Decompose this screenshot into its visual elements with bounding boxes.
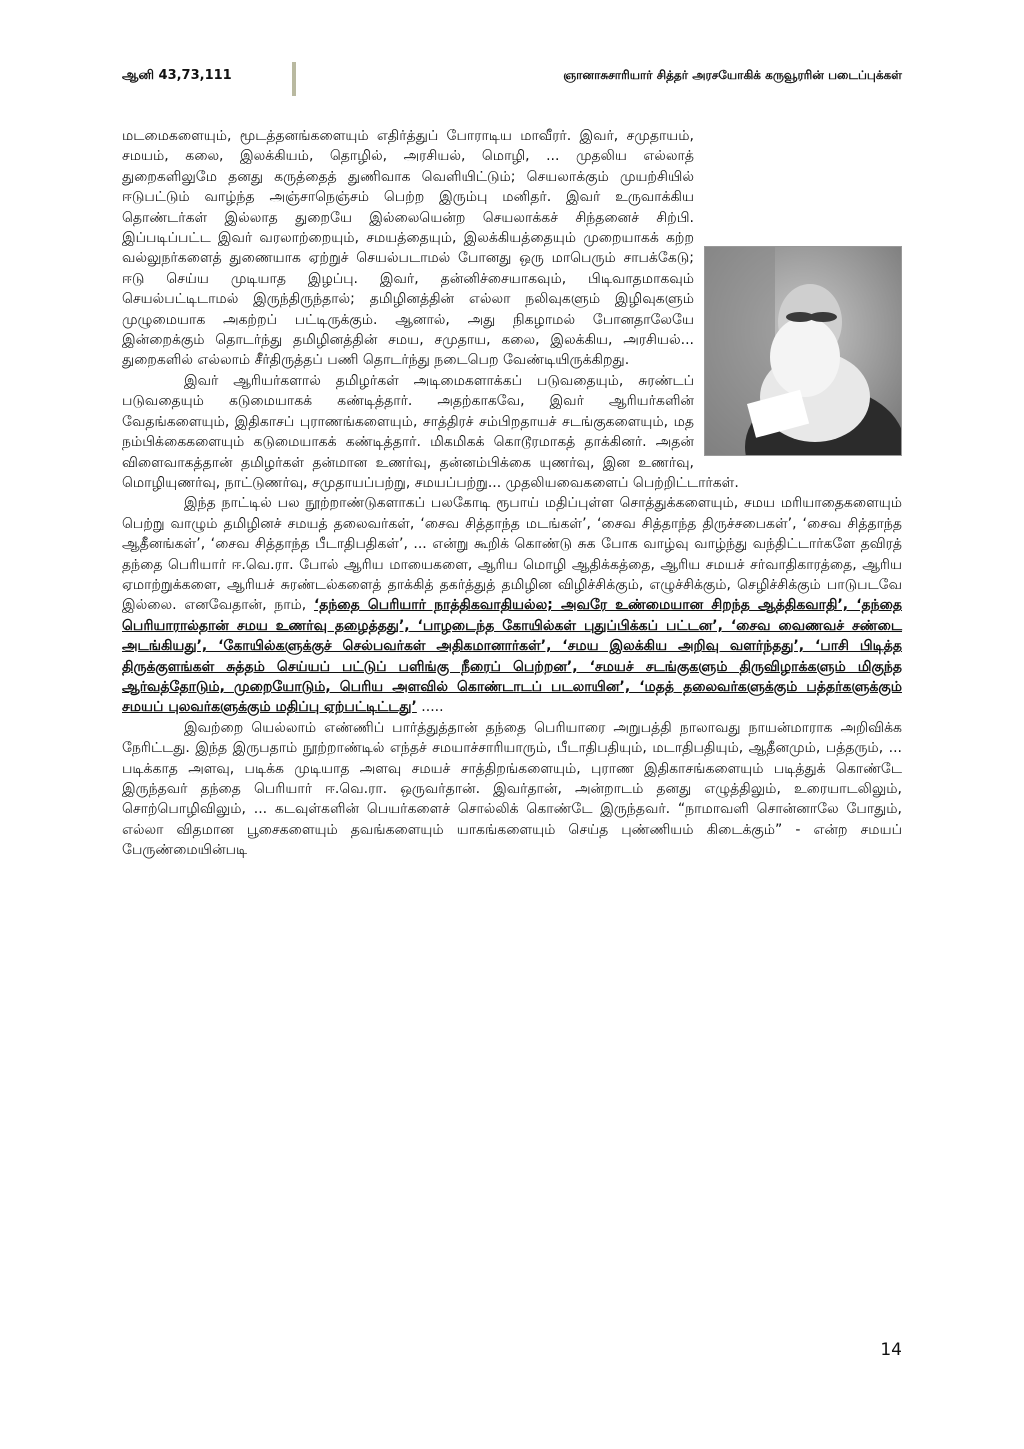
paragraph-4: இவற்றை யெல்லாம் எண்ணிப் பார்த்துத்தான் தந்தை பெரியாரை அறுபத்தி நாலாவது நாயன்மாராக அறிவிக்க நேரிட்டது. இந்த இருபதாம் நூற்றாண்டில் எந்தச் சமயாச்சாரியாரும், பீடாதிபதியும், மடாதிபதியும், ஆதீனமும், பத்தரும், ... படிக்காத அளவு, படிக்க முடியாத அளவு சமயச் சாத்திறங்களையும், புராண இதிகாசங்களையும் படித்துக் கொண்டே இருந்தவர் தந்தை பெரியார் ஈ.வெ.ரா. ஒருவர்தான். இவர்தான், அன்றாடம் தனது எழுத்திலும், உரையாடலிலும், சொற்பொழிவிலும், ... கடவுள்களின் பெயர்களைச் சொல்லிக் கொண்டே இருந்தவர். “நாமாவளி சொன்னாலே போதும், எல்லா விதமான பூசைகளையும் தவங்களையும் யாகங்களையும் செய்த புண்ணியம் கிடைக்கும்” - என்ற சமயப் பேருண்மையின்படி (122, 719, 902, 859)
paragraph-3 (122, 493, 902, 717)
header-title: ஞானாசுசாரியார் சித்தர் அரசயோகிக் கருவூரரின் படைப்புக்கள் (563, 68, 902, 82)
page-header (122, 62, 902, 96)
header-issue: ஆனி 43,73,111 (122, 68, 232, 83)
paragraph-1: மடமைகளையும், மூடத்தனங்களையும் எதிர்த்துப் போராடிய மாவீரர். இவர், சமுதாயம், சமயம், கலை, இலக்கியம், தொழில், அரசியல், மொழி, ... முதலிய எல்லாத் துறைகளிலுமே தனது கருத்தைத் துணிவாக வெளியிட்டும்; செயலாக்கும் முயற்சியில் ஈடுபட்டும் வாழ்ந்த அஞ்சாநெஞ்சம் பெற்ற இரும்பு மனிதர். இவர் உருவாக்கிய தொண்டர்கள் இல்லாத துறையே இல்லையென்ற செயலாக்கச் சிந்தனைச் சிற்பி. இப்படிப்பட்ட இவர் வரலாற்றையும், சமயத்தையும், இலக்கியத்தையும் முறையாகக் கற்ற வல்லுநர்களைத் துணையாக ஏற்றுச் செயல்படாமல் போனது ஒரு மாபெரும் சாபக்கேடு; ஈடு செய்ய முடியாத இழப்பு. இவர், தன்னிச்சையாகவும், பிடிவாதமாகவும் செயல்பட்டிடாமல் இருந்திருந்தால்; தமிழினத்தின் எல்லா நலிவுகளும் இழிவுகளும் முழுமையாக அகற்றப் பட்டிருக்கும். ஆனால், அது நிகழாமல் போனதாலேயே இன்றைக்கும் தொடர்ந்து தமிழினத்தின் சமய, சமுதாய, கலை, இலக்கிய, அரசியல்... துறைகளில் எல்லாம் சீர்திருத்தப் பணி தொடர்ந்து நடைபெற வேண்டியிருக்கிறது. (122, 128, 694, 369)
page-number: 14 (880, 1340, 902, 1360)
page-body (122, 126, 902, 861)
paragraph-3-underlined-quotes: ‘தந்தை பெரியார் நாத்திகவாதியல்ல; அவரே உண்மையான சிறந்த ஆத்திகவாதி’, ‘தந்தை பெரியாரால்தான் சமய உணர்வு தழைத்தது’, ‘பாழடைந்த கோயில்கள் புதுப்பிக்கப் பட்டன’, ‘சைவ வைணவச் சண்டை அடங்கியது’, ‘கோயில்களுக்குச் செல்பவர்கள் அதிகமானார்கள்’, ‘சமய இலக்கிய அறிவு வளர்ந்தது’, ‘பாசி பிடித்த திருக்குளங்கள் சுத்தம் செய்யப் பட்டுப் பளிங்கு நீரைப் பெற்றன’, ‘சமயச் சடங்குகளும் திருவிழாக்களும் மிகுந்த ஆர்வத்தோடும், முறையோடும், பெரிய அளவில் கொண்டாடப் படலாயின’, ‘மதத் தலைவர்களுக்கும் பத்தர்களுக்கும் சமயப் புலவர்களுக்கும் மதிப்பு ஏற்பட்டிட்டது’ (122, 597, 903, 716)
portrait-photo (704, 246, 902, 456)
paragraph-3-tail: ..... (416, 699, 444, 716)
header-divider (292, 62, 296, 96)
paragraph-2: இவர் ஆரியர்களால் தமிழர்கள் அடிமைகளாக்கப் படுவதையும், சுரண்டப் படுவதையும் கடுமையாகக் கண்டித்தார். அதற்காகவே, இவர் ஆரியர்களின் வேதங்களையும், இதிகாசப் புராணங்களையும், சாத்திரச் சம்பிறதாயச் சடங்குகளையும், மத நம்பிக்கைகளையும் கடுமையாகக் கண்டித்தார். மிகமிகக் கொடூரமாகத் தாக்கினர். அதன் விளைவாகத்தான் தமிழர்கள் தன்மான உணர்வு, தன்னம்பிக்கை யுணர்வு, இன உணர்வு, மொழியுணர்வு, நாட்டுணர்வு, சமுதாயப்பற்று, சமயப்பற்று... முதலியவைகளைப் பெற்றிட்டார்கள். (122, 372, 739, 491)
paragraph-3-plain: இந்த நாட்டில் பல நூற்றாண்டுகளாகப் பலகோடி ரூபாய் மதிப்புள்ள சொத்துக்களையும், சமய மரியாதைகளையும் பெற்று வாழும் தமிழினச் சமயத் தலைவர்கள், ‘சைவ சித்தாந்த மடங்கள்’, ‘சைவ சித்தாந்த திருச்சபைகள்’, ‘சைவ சித்தாந்த ஆதீனங்கள்’, ‘சைவ சித்தாந்த பீடாதிபதிகள்’, ... என்று கூறிக் கொண்டு சுக போக வாழ்வு வாழ்ந்து வந்திட்டார்களே தவிரத் தந்தை பெரியார் ஈ.வெ.ரா. போல் ஆரிய மாயைகளை, ஆரிய மொழி ஆதிக்கத்தை, ஆரிய சமயச் சர்வாதிகாரத்தை, ஆரிய ஏமாற்றுக்களை, ஆரியச் சுரண்டல்களைத் தாக்கித் தகர்த்துத் தமிழின விழிச்சிக்கும், எழுச்சிக்கும், செழிச்சிக்கும் பாடுபடவே இல்லை. எனவேதான், நாம், (122, 495, 902, 614)
portrait-photo-image (705, 247, 901, 455)
